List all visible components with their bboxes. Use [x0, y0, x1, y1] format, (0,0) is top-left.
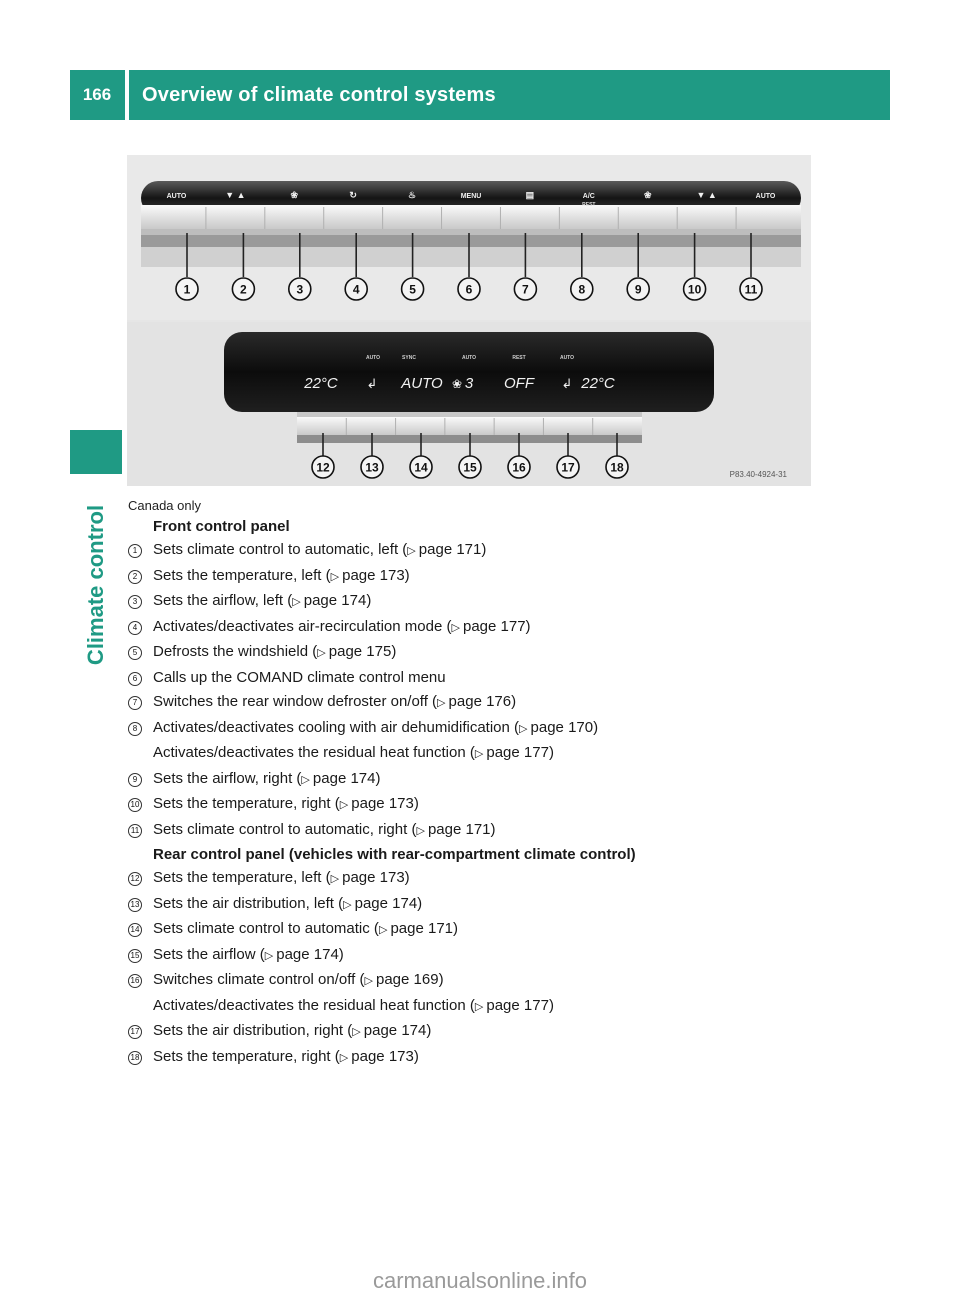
air-distribution-icon: ↲ — [561, 377, 573, 392]
legend-text: Sets climate control to automatic ( — [153, 920, 379, 937]
legend-item — [128, 615, 828, 641]
page-reference-link[interactable]: page 177) — [462, 617, 531, 635]
legend-sections — [128, 516, 828, 1070]
legend-item — [128, 818, 828, 844]
page-reference-link[interactable]: page 177) — [486, 744, 554, 761]
page-reference-link[interactable]: page 173) — [351, 795, 419, 812]
legend-item — [128, 968, 828, 994]
legend-item — [128, 917, 828, 943]
front-button-label: AUTO — [166, 193, 187, 200]
legend-item — [128, 866, 828, 892]
front-button-label: ❀ — [290, 190, 299, 200]
front-button-label: ▤ — [525, 190, 535, 200]
legend-text: Defrosts the windshield ( — [153, 643, 318, 660]
legend-text: Activates/deactivates cooling with air dehumidification ( — [153, 718, 520, 736]
legend-item — [128, 1019, 828, 1045]
front-button-label: ▼ ▲ — [696, 190, 717, 200]
page-reference-link[interactable]: page 173) — [351, 1047, 419, 1065]
legend-item — [128, 564, 828, 590]
page-ref-arrow-icon: ▷ — [474, 748, 487, 760]
figure-code: P83.40-4924-31 — [729, 470, 787, 479]
page-reference-link[interactable]: page 174) — [276, 945, 344, 963]
page-ref-arrow-icon: ▷ — [378, 924, 391, 936]
page-number: 166 — [82, 85, 112, 104]
front-callout-number: 2 — [240, 282, 247, 297]
legend-item — [128, 690, 828, 716]
page-ref-arrow-icon: ▷ — [474, 1000, 487, 1013]
page-ref-arrow-icon: ▷ — [451, 621, 463, 634]
legend-item — [128, 741, 828, 767]
front-callout-number: 8 — [578, 282, 586, 297]
callout-number: 13 — [128, 898, 142, 912]
front-callout-number: 3 — [296, 282, 304, 297]
rear-callout-number: 16 — [512, 460, 526, 475]
page-reference-link[interactable]: page 174) — [354, 894, 423, 912]
side-tab-text: Climate control — [83, 504, 108, 666]
page-ref-arrow-icon: ▷ — [364, 975, 376, 987]
rear-display-value: 22°C — [304, 375, 338, 392]
rear-callout-number: 17 — [561, 460, 575, 475]
legend-text: Sets the temperature, right ( — [153, 795, 340, 812]
page-reference-link[interactable]: page 171) — [418, 541, 487, 558]
legend-text: Activates/deactivates the residual heat function ( — [153, 996, 475, 1014]
page-reference-link[interactable]: page 170) — [530, 718, 599, 736]
page-ref-arrow-icon: ▷ — [407, 545, 419, 557]
front-callout-number: 4 — [352, 282, 360, 297]
front-callout-number: 7 — [522, 282, 529, 297]
callout-number: 18 — [128, 1051, 142, 1065]
page-ref-arrow-icon: ▷ — [317, 647, 329, 659]
page-ref-arrow-icon: ▷ — [339, 1051, 352, 1064]
front-button-label: ▼ ▲ — [225, 190, 246, 200]
page-reference-link[interactable]: page 177) — [486, 996, 554, 1014]
page-ref-arrow-icon: ▷ — [292, 596, 304, 608]
rear-mode-label: AUTO — [365, 355, 381, 361]
page-reference-link[interactable]: page 173) — [342, 869, 410, 886]
callout-number: 2 — [128, 570, 142, 584]
callout-number: 15 — [128, 949, 142, 963]
legend-item — [128, 994, 828, 1020]
page-ref-arrow-icon: ▷ — [437, 697, 449, 709]
callout-number: 3 — [128, 595, 142, 609]
rear-callout-number: 18 — [610, 460, 624, 475]
callout-number: 12 — [128, 872, 142, 886]
page-reference-link[interactable]: page 175) — [328, 643, 397, 660]
front-callout-number: 1 — [183, 282, 191, 297]
callout-number: 8 — [128, 722, 142, 736]
legend-text: Sets the temperature, right ( — [153, 1047, 340, 1065]
rear-display-value: OFF — [504, 375, 534, 392]
rear-display-value: AUTO — [401, 375, 443, 392]
page-reference-link[interactable]: page 169) — [376, 971, 444, 988]
fan-icon: ❀ — [451, 377, 463, 391]
rear-mode-label: AUTO — [461, 355, 477, 361]
page-reference-link[interactable]: page 174) — [303, 592, 372, 609]
rear-callout-number: 15 — [463, 460, 477, 475]
legend-item — [128, 1045, 828, 1071]
legend-text: Sets the air distribution, right ( — [153, 1022, 353, 1039]
legend-text: Sets the temperature, left ( — [153, 869, 331, 886]
legend-text: Sets the airflow ( — [153, 945, 265, 963]
climate-panel-figure — [127, 155, 811, 486]
front-button-label: ↻ — [349, 190, 357, 200]
legend-text: Sets the air distribution, left ( — [153, 894, 344, 912]
page-reference-link[interactable]: page 173) — [342, 566, 410, 584]
page-reference-link[interactable]: page 171) — [390, 920, 459, 937]
page-ref-arrow-icon: ▷ — [519, 722, 531, 735]
legend-text: Sets the temperature, left ( — [153, 566, 331, 584]
page-title: Overview of climate control systems — [142, 83, 496, 106]
page-ref-arrow-icon: ▷ — [301, 773, 313, 786]
page-ref-arrow-icon: ▷ — [352, 1026, 364, 1038]
legend-item — [128, 892, 828, 918]
page-ref-arrow-icon: ▷ — [343, 898, 355, 911]
callout-number: 1 — [128, 544, 142, 558]
callout-number: 7 — [128, 696, 142, 710]
rear-mode-label: SYNC — [402, 355, 416, 361]
callout-number: 4 — [128, 621, 142, 635]
region-note: Canada only — [128, 498, 201, 513]
front-button-label: ♨ — [408, 190, 417, 200]
callout-number: 6 — [128, 672, 142, 686]
rear-callout-number: 12 — [316, 460, 330, 475]
page-ref-arrow-icon: ▷ — [416, 824, 428, 837]
callout-number: 9 — [128, 773, 142, 787]
callout-number: 11 — [128, 824, 142, 838]
legend-item — [128, 792, 828, 818]
page-ref-arrow-icon: ▷ — [264, 949, 277, 962]
callout-number: 10 — [128, 798, 142, 812]
section-heading: Rear control panel (vehicles with rear-compartment climate control) — [153, 846, 636, 863]
legend-content — [128, 497, 828, 1070]
callout-number: 17 — [128, 1025, 142, 1039]
side-tab-marker — [70, 430, 122, 474]
legend-text: Activates/deactivates air-recirculation mode ( — [153, 617, 452, 635]
legend-text: Sets the airflow, left ( — [153, 592, 293, 609]
front-button-label: A/C — [582, 193, 595, 200]
callout-number: 14 — [128, 923, 142, 937]
legend-item — [128, 666, 828, 691]
air-distribution-icon: ↲ — [366, 377, 378, 392]
legend-item — [128, 767, 828, 793]
legend-text: Sets the airflow, right ( — [153, 769, 302, 787]
climate-panel-illustration — [127, 155, 811, 486]
front-callout-number: 10 — [687, 282, 702, 297]
legend-text: Calls up the COMAND climate control menu — [153, 668, 446, 686]
callout-number: 16 — [128, 974, 142, 988]
legend-text: Activates/deactivates the residual heat function ( — [153, 744, 475, 761]
rear-callout-number: 14 — [414, 460, 428, 475]
legend-item — [128, 716, 828, 742]
rear-mode-label: AUTO — [559, 355, 575, 361]
legend-text: Sets climate control to automatic, left ( — [153, 541, 408, 558]
page-reference-link[interactable]: page 176) — [448, 693, 517, 710]
page-reference-link[interactable]: page 174) — [312, 769, 381, 787]
rear-display-value: 22°C — [581, 375, 615, 392]
watermark: carmanualsonline.info — [372, 1268, 588, 1293]
legend-text: Sets climate control to automatic, right ( — [153, 820, 417, 838]
front-button-label: MENU — [460, 193, 482, 200]
legend-item — [128, 538, 828, 564]
legend-text: Switches the rear window defroster on/off ( — [153, 693, 438, 710]
front-callout-number: 9 — [634, 282, 642, 297]
front-button-sublabel: REST — [582, 202, 596, 208]
rear-display-value: 3 — [464, 375, 474, 392]
page-reference-link[interactable]: page 174) — [363, 1022, 432, 1039]
front-callout-number: 6 — [465, 282, 473, 297]
front-callout-number: 11 — [744, 282, 758, 297]
header-separator — [125, 70, 129, 120]
page-ref-arrow-icon: ▷ — [330, 570, 343, 583]
callout-number: 5 — [128, 646, 142, 660]
legend-item — [128, 943, 828, 969]
page-ref-arrow-icon: ▷ — [330, 873, 343, 885]
front-callout-number: 5 — [409, 282, 416, 297]
front-button-label: ❀ — [643, 190, 652, 200]
section-heading: Front control panel — [153, 518, 290, 535]
legend-text: Switches climate control on/off ( — [153, 971, 365, 988]
rear-mode-label: REST — [512, 355, 526, 361]
header-bar — [70, 70, 890, 120]
front-button-label: AUTO — [755, 193, 776, 200]
rear-callout-number: 13 — [365, 460, 379, 475]
legend-item — [128, 589, 828, 615]
page-ref-arrow-icon: ▷ — [339, 799, 352, 811]
page-reference-link[interactable]: page 171) — [427, 820, 496, 838]
legend-item — [128, 640, 828, 666]
